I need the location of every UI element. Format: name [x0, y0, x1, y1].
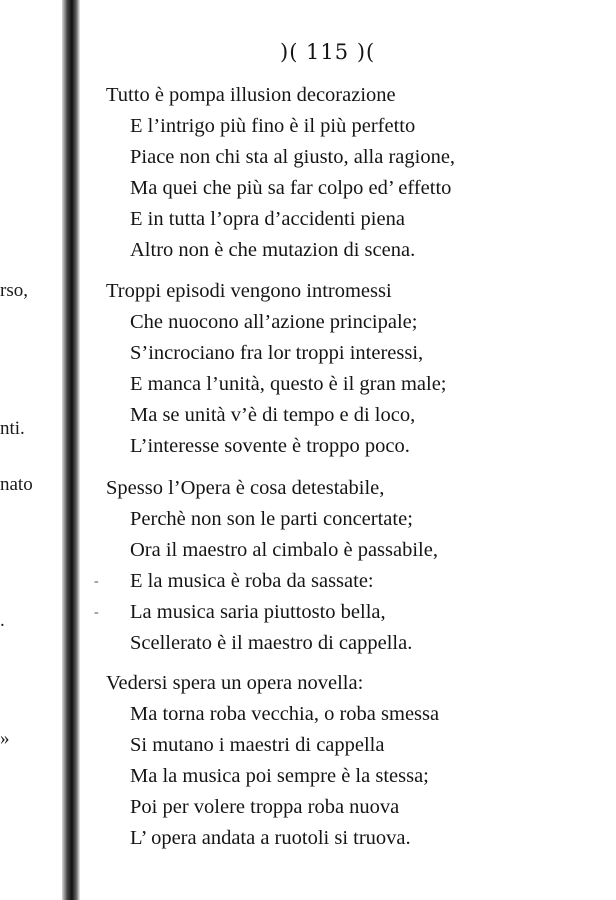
verse-line: Che nuocono all’azione principale;	[130, 311, 418, 333]
verse-line: Perchè non son le parti concertate;	[130, 508, 413, 530]
verse-line: L’interesse sovente è troppo poco.	[130, 435, 410, 457]
stanza-1	[106, 80, 455, 266]
margin-fragment: nti.	[0, 418, 25, 439]
verse-line: Tutto è pompa illusion decorazione	[106, 84, 396, 106]
verse-line	[94, 597, 438, 628]
verse-line: Spesso l’Opera è cosa detestabile,	[106, 477, 385, 499]
verse-line: Piace non chi sta al giusto, alla ragione,	[130, 146, 456, 168]
verse-line	[94, 566, 438, 597]
printer-dash-mark: -	[94, 605, 99, 620]
verse-line: Altro non è che mutazion di scena.	[130, 239, 416, 261]
verse-line: Si mutano i maestri di cappella	[130, 734, 385, 756]
margin-fragment: nato	[0, 474, 33, 495]
verse-line: Ora il maestro al cimbalo è passabile,	[130, 539, 438, 561]
margin-fragment: »	[0, 728, 10, 749]
printer-dash-mark: -	[94, 574, 99, 589]
verse-line: Ma torna roba vecchia, o roba smessa	[130, 703, 440, 725]
verse-line-text: La musica saria piuttosto bella,	[130, 601, 386, 623]
verse-line-text: E la musica è roba da sassate:	[130, 570, 374, 592]
verse-line: Ma la musica poi sempre è la stessa;	[130, 765, 429, 787]
verse-line: Ma se unità v’è di tempo e di loco,	[130, 404, 416, 426]
verse-line: S’incrociano fra lor troppi interessi,	[130, 342, 424, 364]
margin-fragment: rso,	[0, 280, 28, 301]
page-number: )( 115 )(	[280, 40, 376, 64]
book-spine-shadow	[62, 0, 80, 900]
verse-line: L’ opera andata a ruotoli si truova.	[130, 827, 411, 849]
margin-fragment: .	[0, 610, 5, 631]
verse-line: Scellerato è il maestro di cappella.	[130, 632, 413, 654]
verse-line: Poi per volere troppa roba nuova	[130, 796, 400, 818]
verse-line: Vedersi spera un opera novella:	[106, 672, 364, 694]
verse-line: Ma quei che più sa far colpo ed’ effetto	[130, 177, 452, 199]
verse-line: E l’intrigo più fino è il più perfetto	[130, 115, 416, 137]
stanza-4	[106, 668, 439, 854]
verse-line: E in tutta l’opra d’accidenti piena	[130, 208, 405, 230]
stanza-3	[94, 473, 438, 659]
verse-line: E manca l’unità, questo è il gran male;	[130, 373, 447, 395]
verse-line: Troppi episodi vengono intromessi	[106, 280, 392, 302]
facing-page-edge	[0, 0, 64, 900]
stanza-2	[106, 276, 447, 462]
